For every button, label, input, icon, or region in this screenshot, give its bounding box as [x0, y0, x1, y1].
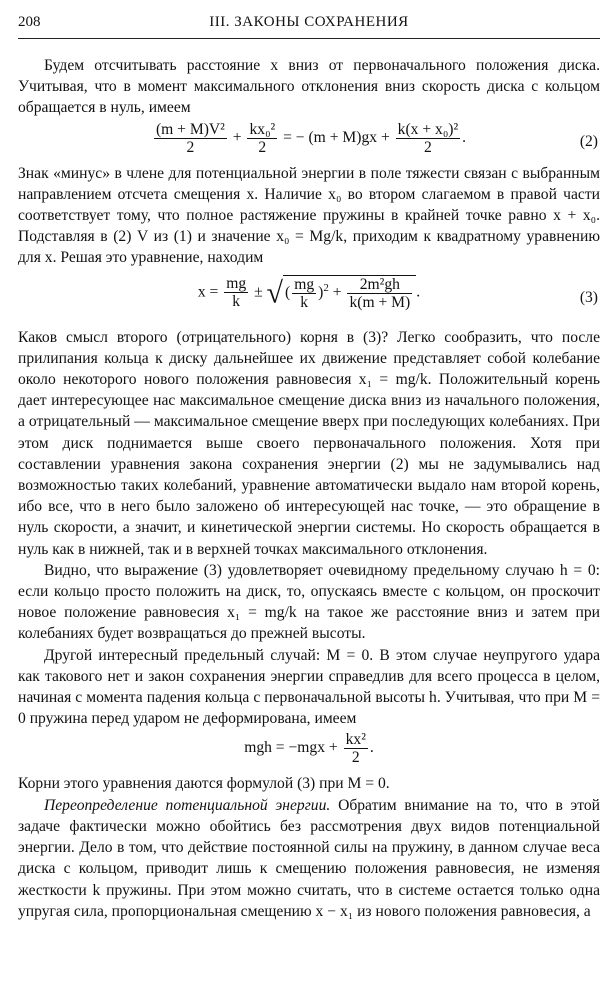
- eq2-tail: .: [462, 128, 467, 146]
- eq3-frac-3-num: 2m²gh: [347, 276, 412, 294]
- paragraph-7-text: Обратим внимание на то, что в этой задаче фактически можно обойтись без рассмотрения двух видов потенциальной энергии. Дело в том, что действие постоянной силы на пружину, в данном случае веса диска с кольцом, приводит лишь к смещению положения равновесия, не изменяя жесткости k пружины. При этом можно считать, что в системе остается только одна упругая сила, пропорциональная смещению x − x₁ из нового положения равновесия, а: [18, 796, 601, 920]
- eq3-tail: .: [416, 283, 421, 301]
- eq2-frac-2-den: 2: [258, 138, 267, 156]
- square-root: √( $\frac{mg}{k}$ )$^2$ + $\frac{\text{2m²gh}}{k(m + M)}$: [267, 275, 417, 311]
- eq3-lhs: x =: [197, 283, 219, 301]
- eq4-lhs: mgh = −mgx +: [244, 739, 338, 757]
- eq2-frac-1-num: (m + M)V²: [155, 120, 225, 138]
- equation-number-2: (2): [579, 132, 598, 150]
- eq2-plus: +: [232, 128, 242, 146]
- paragraph-4: Видно, что выражение (3) удовлетворяет очевидному предельному случаю h = 0: если кольцо просто положить на диск, то, опускаясь вместе с кольцом, он проскочит новое положение равновесия x₁ = mg/k на такое же расстояние вниз и затем при колебаниях будет возвращаться до прежней высоты.: [18, 561, 600, 643]
- eq3-plus: +: [332, 283, 342, 301]
- eq3-frac-2-num: mg: [294, 275, 315, 293]
- text-body: [18, 55, 600, 922]
- paragraph-3: Каков смысл второго (отрицательного) корня в (3)? Легко сообразить, что после прилипания кольца к диску дальнейшее их движение представляет собой колебание около некоторого нового положения равновесия x₁ = mg/k. Положительный корень дает интересующее нас максимальное смещение диска вниз из начального положения, а отрицательный — максимальное смещение вверх при последующих колебаниях. При этом диск поднимается выше своего первоначального положения. Хотя при составлении уравнения закона сохранения энергии (2) мы не задумывались над возможностью таких колебаний, уравнение автоматически выдало нам второй корень, ибо все, что в него было заложено об интересующей нас точке, — это обращение в нуль скорости, а значит, и кинетической энергии системы. Но скорость обращается в нуль как в нижней, так и в верхней точках максимального отклонения.: [18, 328, 600, 558]
- eq3-frac-2-den: k: [300, 293, 309, 311]
- page-number: 208: [18, 14, 41, 30]
- header-rule: [18, 38, 600, 39]
- eq2-frac-3-num: k(x + x₀)²: [397, 120, 459, 138]
- paragraph-6: Корни этого уравнения даются формулой (3) при M = 0.: [18, 775, 390, 793]
- equation-4: [18, 729, 600, 773]
- equation-number-3: (3): [579, 288, 598, 306]
- paragraph-2: Знак «минус» в члене для потенциальной энергии в поле тяжести связан с выбранным направлением отсчета смещения x. Наличие x₀ во втором слагаемом в правой части соответствует тому, что полное растяжение пружины в крайней точке равно x + x₀. Подставляя в (2) V из (1) и значение x₀ = Mg/k, приходим к квадратному уравнению для x. Решая это уравнение, находим: [18, 164, 600, 267]
- eq3-frac-3-den: k(m + M): [349, 293, 411, 311]
- eq3-exponent: 2: [323, 281, 329, 294]
- eq2-frac-1-den: 2: [186, 138, 195, 156]
- section-run-in-title: Переопределение потенциальной энергии.: [44, 796, 331, 814]
- chapter-title: III. ЗАКОНЫ СОХРАНЕНИЯ: [209, 14, 409, 30]
- equation-2: [18, 119, 600, 163]
- paragraph-7: [18, 795, 600, 922]
- paragraph-5: Другой интересный предельный случай: M = 0. В этом случае неупругого удара как такового нет и закон сохранения энергии справедлив для всего процесса в целом, начиная с момента падения кольца с первоначальной высоты h. Учитывая, что при M = 0 пружина перед ударом не деформирована, имеем: [18, 646, 600, 728]
- eq3-frac-1-den: k: [232, 293, 241, 311]
- eq4-frac-num: kx²: [345, 731, 366, 749]
- eq3-pm: ±: [254, 283, 263, 301]
- paragraph-1: Будем отсчитывать расстояние x вниз от первоначального положения диска. Учитывая, что в момент максимального отклонения вниз скорость диска с кольцом обращается в нуль, имеем: [18, 57, 600, 117]
- eq4-frac-den: 2: [351, 749, 360, 767]
- eq2-frac-2-num: kx₀²: [249, 120, 276, 138]
- eq2-rhs: = − (m + M)gx +: [283, 128, 390, 146]
- eq4-tail: .: [369, 739, 374, 757]
- equation-3: [18, 269, 600, 327]
- eq3-frac-1-num: mg: [226, 275, 247, 293]
- running-header: [18, 14, 600, 36]
- eq2-frac-3-den: 2: [424, 138, 432, 156]
